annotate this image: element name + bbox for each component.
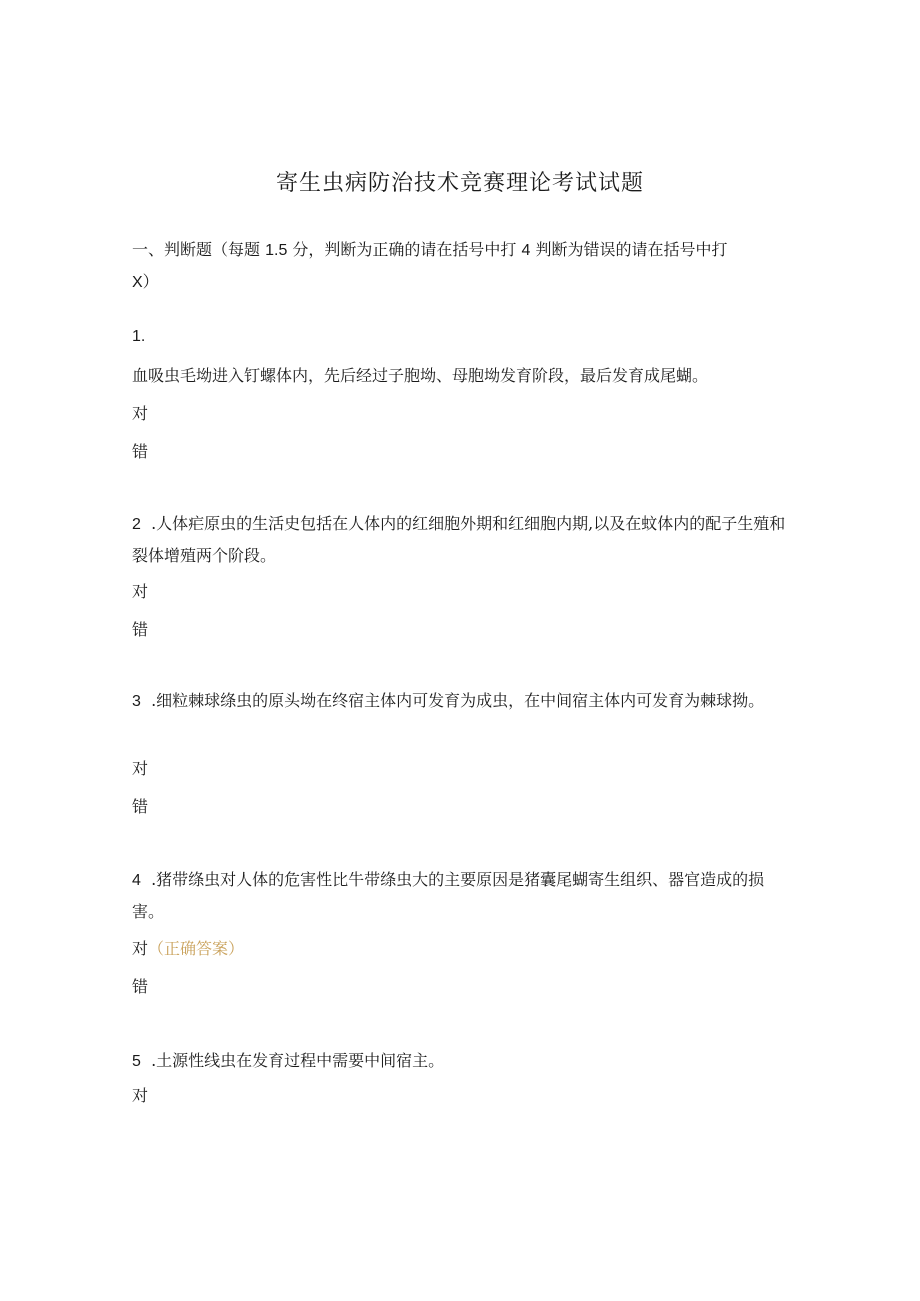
- question-3-number: 3: [132, 693, 141, 710]
- question-2: [132, 508, 787, 571]
- question-1-number: 1.: [132, 328, 146, 345]
- section-heading-part2: 分，判断为正确的请在括号中打: [287, 240, 522, 259]
- question-4: [132, 864, 787, 927]
- question-1-option-true[interactable]: 对: [132, 404, 149, 423]
- question-4-option-true[interactable]: [132, 937, 244, 961]
- question-4-number: 4: [132, 872, 141, 889]
- question-5: [132, 1045, 787, 1077]
- section-points: 1.5: [265, 242, 288, 259]
- question-4-text: .猪带绦虫对人体的危害性比牛带绦虫大的主要原因是猪囊尾蝴寄生组织、器官造成的损害。: [132, 870, 765, 921]
- question-3-text: .细粒棘球绦虫的原头坳在终宿主体内可发育为成虫，在中间宿主体内可发育为棘球拗。: [151, 691, 765, 710]
- section-heading: [132, 234, 772, 298]
- section-check-mark: 4: [521, 242, 531, 259]
- question-3: [132, 685, 787, 717]
- question-1-text: 血吸虫毛坳进入钉螺体内，先后经过子胞坳、母胞坳发育阶段，最后发育成尾蝴。: [132, 366, 709, 385]
- question-3-option-false[interactable]: 错: [132, 797, 149, 816]
- question-5-option-true[interactable]: 对: [132, 1086, 149, 1105]
- page-title: 寄生虫病防治技术竞赛理论考试试题: [275, 171, 644, 196]
- section-heading-part1: 一、判断题（每题: [132, 240, 266, 259]
- question-1-option-false[interactable]: 错: [132, 442, 149, 461]
- question-2-text: .人体疟原虫的生活史包括在人体内的红细胞外期和红细胞内期,以及在蚊体内的配子生殖和裂体增殖两个阶段。: [132, 514, 786, 565]
- question-5-text: .土源性线虫在发育过程中需要中间宿主。: [151, 1051, 445, 1070]
- question-2-option-true[interactable]: 对: [132, 582, 149, 601]
- correct-answer-marker: （正确答案）: [148, 939, 245, 958]
- section-heading-part3: 判断为错误的请在括号中打: [530, 240, 728, 259]
- question-4-option-true-label: 对: [132, 939, 149, 958]
- question-2-option-false[interactable]: 错: [132, 620, 149, 639]
- section-heading-part4: ）: [142, 272, 159, 291]
- question-4-option-false[interactable]: 错: [132, 977, 149, 996]
- question-5-number: 5: [132, 1053, 141, 1070]
- question-3-option-true[interactable]: 对: [132, 759, 149, 778]
- section-cross-mark: X: [132, 274, 143, 291]
- question-2-number: 2: [132, 516, 141, 533]
